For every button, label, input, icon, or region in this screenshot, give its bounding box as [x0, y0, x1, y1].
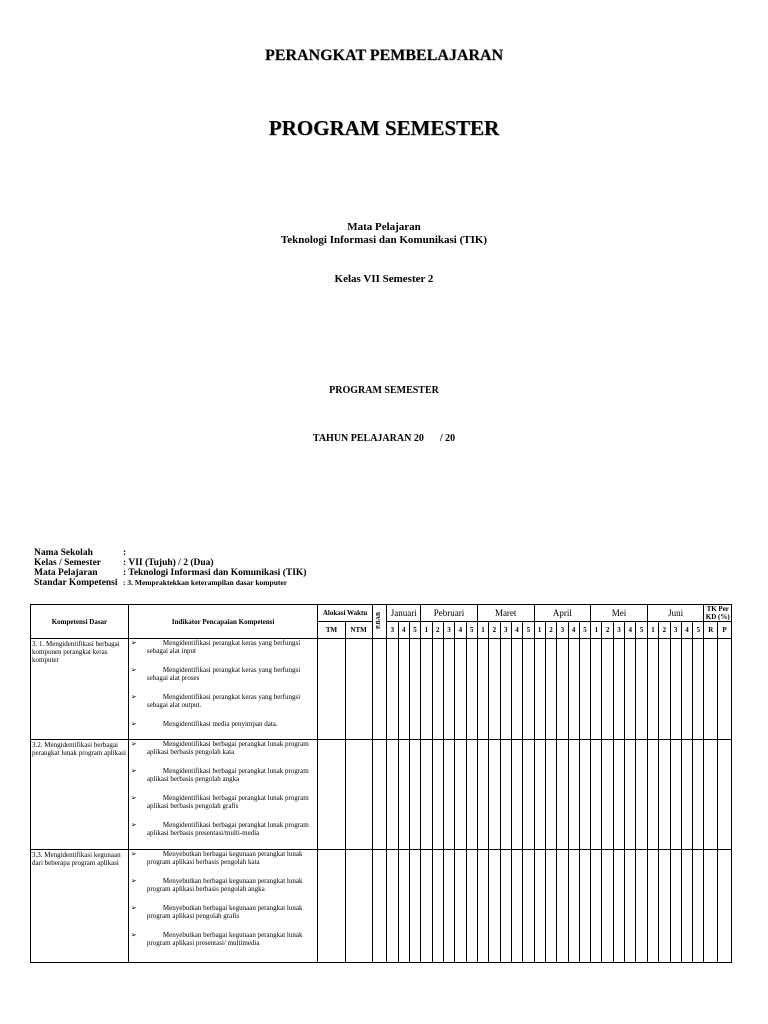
header-week: 2	[432, 622, 443, 639]
header-month: Juni	[647, 605, 704, 622]
schedule-cell	[477, 639, 488, 740]
schedule-cell	[545, 850, 556, 963]
schedule-cell	[421, 740, 432, 850]
header-week: 5	[466, 622, 477, 639]
indicator-item	[129, 850, 318, 866]
schedule-cell	[443, 639, 454, 740]
arrow-bullet-icon: ➢	[130, 720, 137, 728]
schedule-cell	[591, 850, 602, 963]
schedule-cell	[636, 740, 647, 850]
arrow-bullet-icon: ➢	[130, 904, 137, 912]
header-week: 4	[455, 622, 466, 639]
schedule-cell	[455, 639, 466, 740]
schedule-cell	[409, 639, 420, 740]
schedule-cell	[387, 740, 398, 850]
header-week: 2	[602, 622, 613, 639]
header-week: 1	[534, 622, 545, 639]
header-p: P	[718, 622, 732, 639]
schedule-cell	[693, 740, 704, 850]
schedule-cell	[681, 740, 692, 850]
schedule-cell	[318, 639, 345, 740]
header-week: 2	[659, 622, 670, 639]
schedule-cell	[372, 639, 387, 740]
arrow-bullet-icon: ➢	[130, 931, 137, 939]
header-week: 5	[636, 622, 647, 639]
schedule-cell	[545, 639, 556, 740]
header-week: 4	[681, 622, 692, 639]
schedule-cell	[489, 639, 500, 740]
school-year-prefix: TAHUN PELAJARAN 20	[312, 433, 424, 444]
header-alokasi: Alokasi Waktu	[318, 605, 372, 622]
schedule-cell	[579, 639, 590, 740]
schedule-cell	[534, 850, 545, 963]
schedule-cell	[421, 850, 432, 963]
schedule-cell	[345, 740, 372, 850]
schedule-cell	[591, 740, 602, 850]
header-week: 4	[625, 622, 636, 639]
schedule-cell	[409, 850, 420, 963]
indicator-text: Mengidentifikasi berbagai perangkat lunak program aplikasi berbasis pengolah angka	[146, 767, 309, 783]
indicator-text: Mengidentifikasi berbagai perangkat lunak program aplikasi berbasis pengolah kata	[146, 740, 309, 756]
header-week: 3	[670, 622, 681, 639]
schedule-cell	[704, 639, 718, 740]
schedule-cell	[443, 850, 454, 963]
schedule-cell	[500, 639, 511, 740]
header-tk: TK Per KD (%)	[705, 605, 730, 621]
table-row	[31, 639, 732, 740]
info-block	[34, 548, 306, 588]
schedule-cell	[398, 850, 409, 963]
schedule-cell	[534, 740, 545, 850]
schedule-cell	[613, 850, 624, 963]
info-row	[34, 568, 306, 578]
schedule-cell	[681, 850, 692, 963]
schedule-cell	[647, 740, 658, 850]
arrow-bullet-icon: ➢	[130, 639, 137, 647]
subject-label: Mata Pelajaran	[347, 221, 421, 233]
schedule-cell	[718, 740, 732, 850]
header-month: Mei	[591, 605, 648, 622]
indicator-item	[129, 666, 318, 682]
indicator-text: Menyebutkan berbagai kegunaan perangkat lunak program aplikasi pengolah grafis	[146, 904, 303, 920]
header-week: 5	[523, 622, 534, 639]
header-month: Januari	[387, 605, 421, 622]
schedule-cell	[568, 639, 579, 740]
schedule-cell	[647, 639, 658, 740]
schedule-cell	[489, 850, 500, 963]
schedule-cell	[557, 639, 568, 740]
arrow-bullet-icon: ➢	[130, 877, 137, 885]
indicator-text: Mengidentifikasi media penyimpan data.	[162, 720, 278, 728]
indicator-item	[129, 877, 318, 893]
schedule-cell	[670, 639, 681, 740]
schedule-cell	[613, 639, 624, 740]
schedule-cell	[693, 850, 704, 963]
schedule-cell	[636, 850, 647, 963]
info-row	[34, 578, 306, 588]
schedule-cell	[443, 740, 454, 850]
schedule-cell	[466, 850, 477, 963]
table-header-row	[31, 605, 732, 622]
school-year-suffix: / 20	[439, 433, 456, 444]
header-week: 3	[443, 622, 454, 639]
schedule-cell	[523, 850, 534, 963]
header-week: 3	[387, 622, 398, 639]
header-r: R	[704, 622, 718, 639]
indicator-text: Mengidentifikasi perangkat keras yang berfungsi sebagai alat proses	[146, 666, 301, 682]
header-week: 4	[398, 622, 409, 639]
schedule-cell	[345, 850, 372, 963]
indicator-item	[129, 767, 318, 783]
header-week: 1	[591, 622, 602, 639]
info-label: Nama Sekolah	[34, 548, 93, 558]
schedule-cell	[625, 740, 636, 850]
indicator-text: Menyebutkan berbagai kegunaan perangkat lunak program aplikasi berbasis pengolah angka	[146, 877, 303, 893]
arrow-bullet-icon: ➢	[130, 794, 137, 802]
schedule-cell	[489, 740, 500, 850]
header-week: 5	[693, 622, 704, 639]
schedule-cell	[602, 639, 613, 740]
kompetensi-dasar-cell: 3.3. Mengidentifikasi kegunaan dari beberapa program aplikasi	[31, 850, 129, 963]
schedule-cell	[670, 850, 681, 963]
schedule-cell	[318, 740, 345, 850]
header-week: 5	[409, 622, 420, 639]
schedule-cell	[409, 740, 420, 850]
schedule-cell	[579, 850, 590, 963]
schedule-cell	[523, 740, 534, 850]
schedule-cell	[545, 740, 556, 850]
program-semester-table	[30, 604, 732, 963]
schedule-cell	[432, 850, 443, 963]
header-week: 1	[647, 622, 658, 639]
schedule-cell	[432, 639, 443, 740]
schedule-cell	[693, 639, 704, 740]
header-week: 3	[613, 622, 624, 639]
schedule-cell	[670, 740, 681, 850]
schedule-cell	[659, 850, 670, 963]
info-label: Mata Pelajaran	[34, 568, 98, 578]
schedule-cell	[602, 850, 613, 963]
schedule-cell	[466, 639, 477, 740]
header-pbab	[372, 605, 387, 639]
info-value: : 3. Mempraktekkan keterampilan dasar komputer	[123, 578, 288, 587]
schedule-cell	[372, 850, 387, 963]
subject-name: Teknologi Informasi dan Komunikasi (TIK)	[280, 234, 488, 246]
schedule-cell	[398, 639, 409, 740]
schedule-cell	[579, 740, 590, 850]
schedule-cell	[625, 639, 636, 740]
school-year	[0, 433, 768, 444]
schedule-cell	[625, 850, 636, 963]
header-week: 3	[500, 622, 511, 639]
schedule-cell	[398, 740, 409, 850]
indicator-text: Mengidentifikasi perangkat keras yang berfungsi sebagai alat output.	[146, 693, 301, 709]
schedule-cell	[500, 850, 511, 963]
arrow-bullet-icon: ➢	[130, 767, 137, 775]
indicator-text: Mengidentifikasi berbagai perangkat lunak program aplikasi berbasis pengolah grafis	[146, 794, 309, 810]
schedule-cell	[704, 740, 718, 850]
schedule-cell	[432, 740, 443, 850]
schedule-cell	[534, 639, 545, 740]
schedule-cell	[523, 639, 534, 740]
kompetensi-dasar-cell: 3.2. Mengidentifikasi berbagai perangkat lunak program aplikasi	[31, 740, 129, 850]
schedule-cell	[681, 639, 692, 740]
schedule-cell	[345, 639, 372, 740]
indicator-text: Menyebutkan berbagai kegunaan perangkat lunak program aplikasi berbasis pengolah kata	[146, 850, 303, 866]
schedule-cell	[557, 850, 568, 963]
info-label: Kelas / Semester	[34, 558, 102, 568]
schedule-cell	[659, 639, 670, 740]
indicator-item	[129, 904, 318, 920]
table-row	[31, 850, 732, 963]
schedule-cell	[704, 850, 718, 963]
schedule-cell	[591, 639, 602, 740]
arrow-bullet-icon: ➢	[130, 850, 137, 858]
header-kd: Kompetensi Dasar	[31, 605, 129, 639]
indicator-item	[129, 931, 318, 947]
arrow-bullet-icon: ➢	[130, 693, 137, 701]
indicator-text: Mengidentifikasi perangkat keras yang berfungsi sebagai alat input	[146, 639, 301, 655]
indicator-text: Menyebutkan berbagai kegunaan perangkat lunak program aplikasi presentasi/ multimedia	[146, 931, 303, 947]
schedule-cell	[387, 639, 398, 740]
info-value: : Teknologi Informasi dan Komunikasi (TIK)	[123, 568, 307, 578]
schedule-cell	[477, 850, 488, 963]
schedule-cell	[647, 850, 658, 963]
header-week: 1	[421, 622, 432, 639]
arrow-bullet-icon: ➢	[130, 821, 137, 829]
header-tm: TM	[318, 622, 345, 639]
header-week: 2	[545, 622, 556, 639]
schedule-cell	[318, 850, 345, 963]
info-row	[34, 558, 306, 568]
kompetensi-dasar-cell: 3. 1. Mengidentifikasi berbagai komponen perangkat keras komputer	[31, 639, 129, 740]
indikator-cell	[128, 639, 318, 740]
doc-title: PERANGKAT PEMBELAJARAN	[264, 47, 504, 64]
schedule-cell	[455, 850, 466, 963]
info-label: Standar Kompetensi	[34, 578, 118, 588]
header-week: 2	[489, 622, 500, 639]
program-subtitle: PROGRAM SEMESTER	[329, 385, 439, 396]
header-month: Pebruari	[421, 605, 478, 622]
header-week: 3	[557, 622, 568, 639]
pbab-label: P.BAB	[376, 612, 383, 629]
indicator-item	[129, 821, 318, 837]
schedule-cell	[568, 850, 579, 963]
schedule-cell	[477, 740, 488, 850]
arrow-bullet-icon: ➢	[130, 666, 137, 674]
info-value: : VII (Tujuh) / 2 (Dua)	[123, 558, 214, 568]
header-ntm: NTM	[345, 622, 372, 639]
header-week: 1	[477, 622, 488, 639]
schedule-cell	[455, 740, 466, 850]
program-title: PROGRAM SEMESTER	[268, 116, 500, 140]
indicator-item	[129, 720, 318, 728]
schedule-cell	[602, 740, 613, 850]
indicator-item	[129, 740, 318, 756]
schedule-cell	[500, 740, 511, 850]
schedule-cell	[659, 740, 670, 850]
indicator-item	[129, 639, 318, 655]
schedule-cell	[636, 639, 647, 740]
schedule-cell	[613, 740, 624, 850]
schedule-cell	[511, 850, 522, 963]
schedule-cell	[466, 740, 477, 850]
header-month: April	[534, 605, 591, 622]
indicator-text: Mengidentifikasi berbagai perangkat lunak program aplikasi berbasis presentasi/multi-media	[146, 821, 309, 837]
table-row	[31, 740, 732, 850]
schedule-cell	[511, 740, 522, 850]
header-week: 5	[579, 622, 590, 639]
schedule-cell	[372, 740, 387, 850]
schedule-cell	[511, 639, 522, 740]
indicator-item	[129, 693, 318, 709]
indikator-cell	[128, 740, 318, 850]
arrow-bullet-icon: ➢	[130, 740, 137, 748]
class-semester: Kelas VII Semester 2	[334, 273, 434, 285]
schedule-cell	[718, 850, 732, 963]
header-month: Maret	[477, 605, 534, 622]
info-row	[34, 548, 306, 558]
schedule-cell	[557, 740, 568, 850]
header-week: 4	[511, 622, 522, 639]
schedule-cell	[568, 740, 579, 850]
info-value: :	[123, 548, 127, 558]
schedule-cell	[718, 639, 732, 740]
header-indikator: Indikator Pencapaian Kompetensi	[128, 605, 318, 639]
indicator-item	[129, 794, 318, 810]
schedule-cell	[421, 639, 432, 740]
indikator-cell	[128, 850, 318, 963]
schedule-cell	[387, 850, 398, 963]
header-week: 4	[568, 622, 579, 639]
subject-block	[0, 221, 768, 247]
